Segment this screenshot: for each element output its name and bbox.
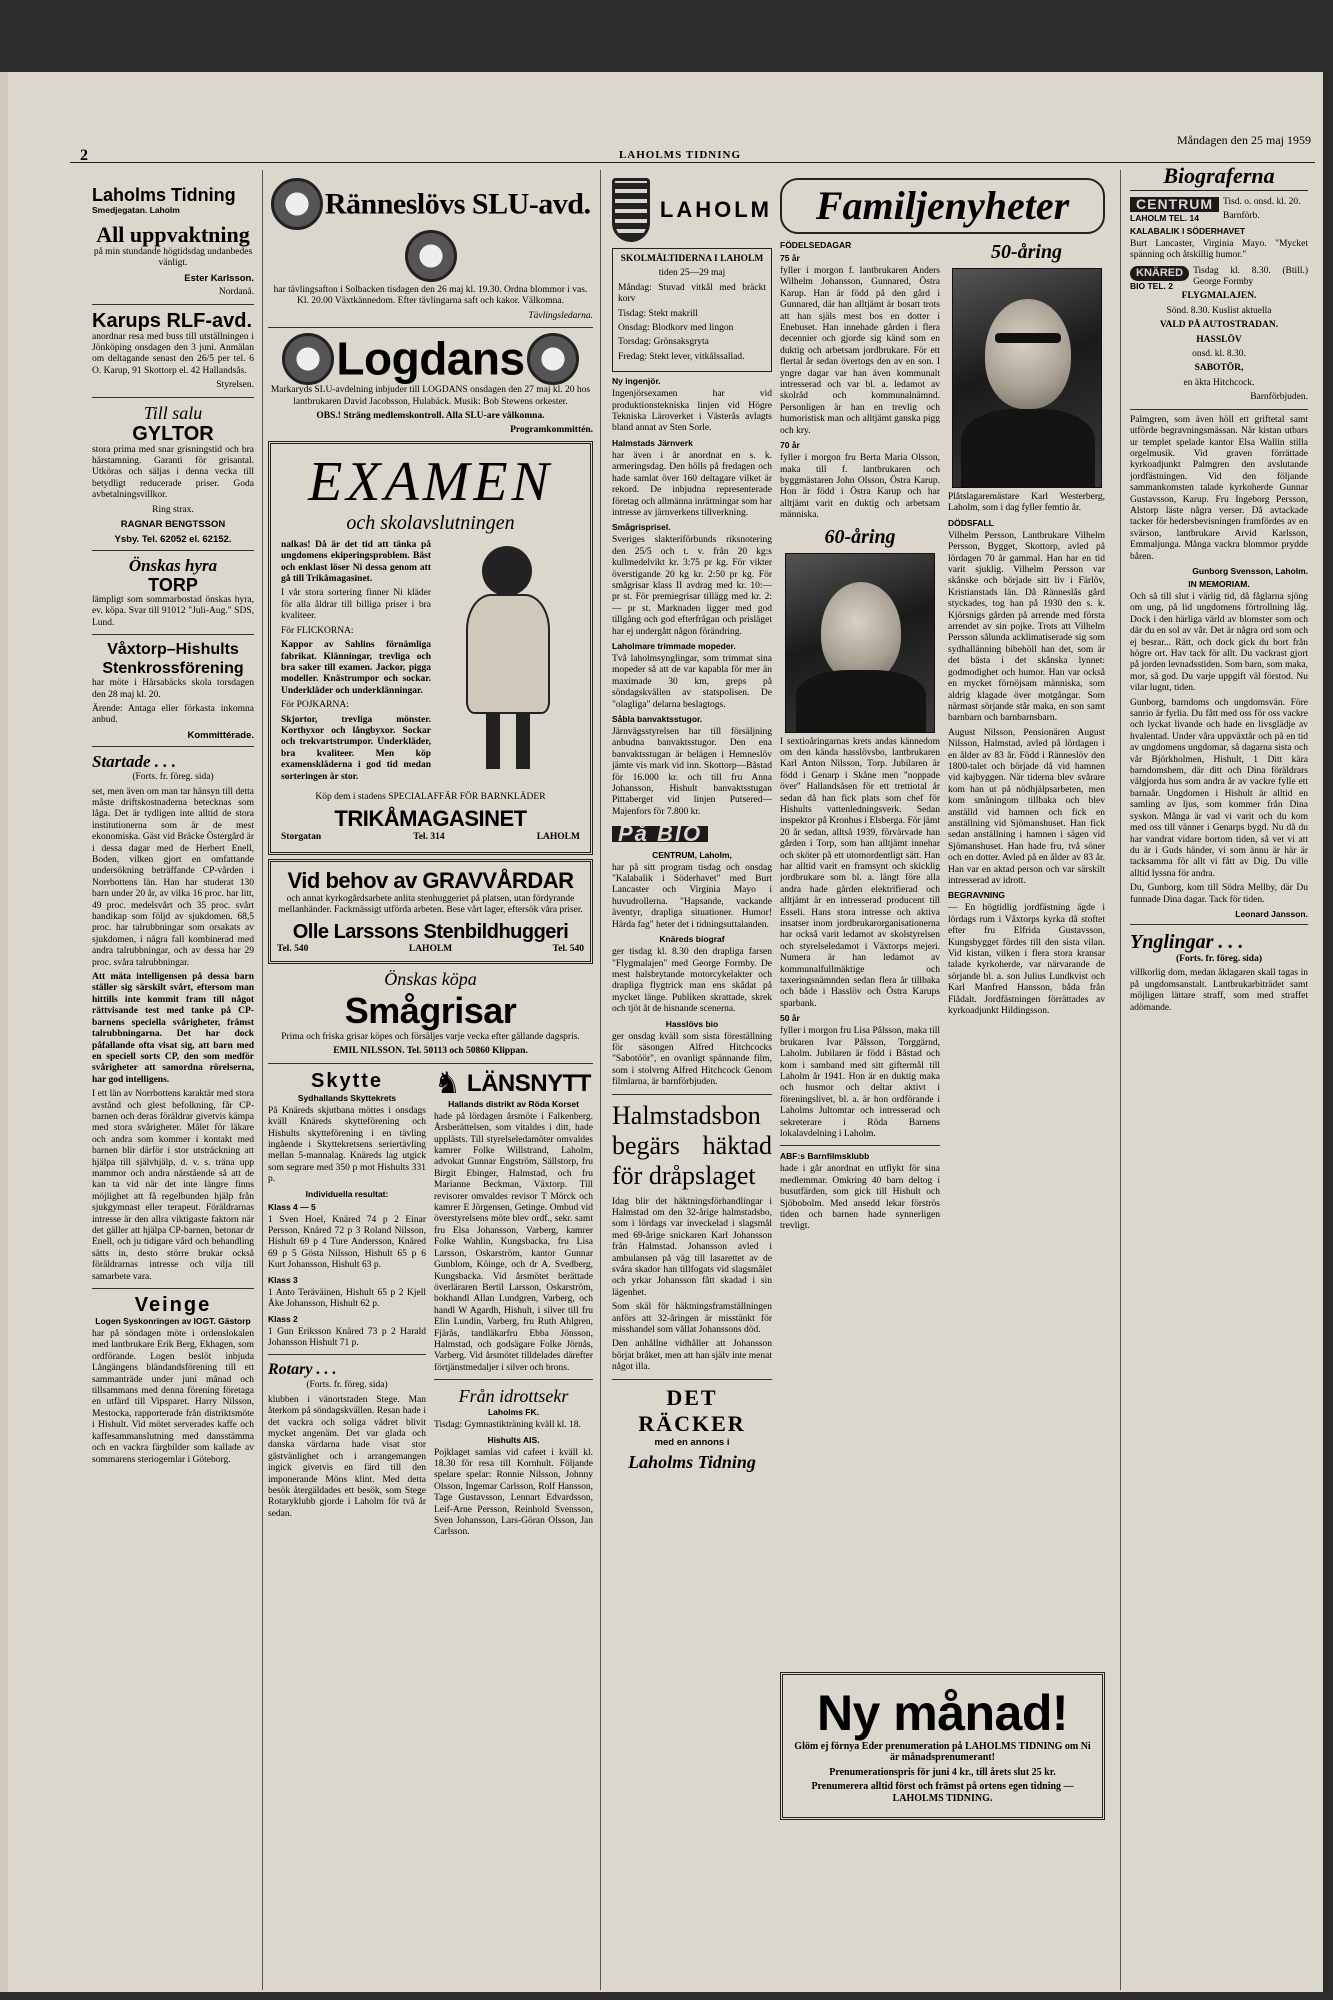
slu-badge-icon <box>527 333 579 385</box>
section-title: LAHOLM <box>659 197 772 223</box>
film-title: VALD PÅ AUTOSTRADAN. <box>1159 320 1279 331</box>
promo-sub: med en annons i <box>654 1436 730 1448</box>
portrait-title: 60-åring <box>824 525 896 548</box>
menu-item: Måndag: Stuvad vitkål med bräckt korv <box>618 282 766 305</box>
section-title: Biograferna <box>1130 162 1308 191</box>
article-body: — En högtidlig jordfästning ägde i lördags rum i Våxtorps kyrka då stoftet efter fru Elfrida Gustavsson, Kungsbygget fördes till den sista vilan. Vid kistan, vilken i flera stora kransar talade kyrkoherde, var närvarande de sörjande bl. a. son Julius Lundkvist och Karl Manfred Hansson, båda från Flådalt. Jordfästningen förrättades av kyrkoadjunkt Hildingsson. <box>948 903 1105 1017</box>
laholm-head <box>612 178 772 242</box>
firm-footer <box>277 944 584 955</box>
laholm-crest-icon <box>612 178 650 242</box>
article-title: Rotary . . . <box>268 1361 337 1379</box>
ad-body: lämpligt som sommarbostad önskas hyra, ev. köpa. Svar till 91012 "Juli-Aug." SDS, Lund. <box>92 594 254 628</box>
gravvardar-ad <box>268 859 593 964</box>
article-body: set, men även om man tar hänsyn till detta måste driftskostnaderna betecknas som låga. Det är tydligen inte alltid de stora institutionerna som är de mest ekonomiska. Gäst vid Bräcke Östergård är i dessa dagar med de Herbert Enell, Boden, vilken gjort en omfattande undersökning beträffande CP-vården i Norrbottens län. Han har studerat 130 barn under 20 år, av vilka 16 proc. har litt, 49 proc. medelsvårt och 35 proc. svårt handikap som följd av sjukdomen. 68,5 proc. har talrubbningar som orsakats av sjukdomen, i några fall kombinerad med andra talrubbningar, och av dessa har 29 proc. svåra talrubbningar. <box>92 786 254 968</box>
ad-body: på min stundande högtidsdag undanbedes vänligt. <box>93 247 253 269</box>
film-title: KALABALIK I SÖDERHAVET <box>1130 225 1246 236</box>
cinema-listing <box>1130 197 1308 226</box>
cinema-listing <box>1130 266 1308 292</box>
col2-lower <box>268 1066 593 1542</box>
ad-note: Ring strax. <box>152 504 194 515</box>
article-title: Ynglingar . . . <box>1130 930 1244 953</box>
ad-title: Ny månad! <box>816 1685 1069 1741</box>
ad-kicker: Till salu <box>143 402 203 423</box>
ad-title: GYLTOR <box>132 422 214 445</box>
ad-name: EMIL NILSSON. Tel. 50113 och 50860 Klippan. <box>333 1046 528 1057</box>
boys-head: För POJKARNA: <box>281 700 349 711</box>
article-cont: (Forts. fr. föreg. sida) <box>1175 953 1262 964</box>
portrait-photo <box>952 268 1102 488</box>
column-rule <box>1120 170 1121 1990</box>
slu-badge-icon <box>282 333 334 385</box>
article-body-bold: Att mäta intelligensen på dessa barn ställer sig särskilt svårt, eftersom man hittills inte kommit fram till något rättvisande test med tanke på CP-barnens speciella svårigheter, främst talrubbningarna. Det har dock påfallande ofta visat sig, att barn med en speciell sorts CP, den som medför svårigheter att samordna rörelserna, har god intelligens. <box>92 972 254 1085</box>
firm-city: LAHOLM <box>408 943 453 954</box>
cinema-time: Tisd. o. onsd. kl. 20. <box>1223 197 1301 207</box>
firm-tel: Tel. 540 <box>552 943 584 954</box>
divider <box>268 1063 593 1064</box>
article-body: Palmgren, som även höll ett griftetal samt utförde begravningsmässan. När kistan utbars ur templet spelade kantor Elsa Wallin stilla orgelmusik. Vid graven förrättade kyrkoadjunkt Palmgren den avslutande jordfästningen. Vid den följande sammankomsten talade kyrkoherde Gunnar Gustavsson, Karup. Fru Ingeborg Persson, Alstorp läste några verser. Då avtackade tacker för hedersbevisningen framfördes av en svärson, lantbrukare Arvid Karlsson, Emmaljunga. Många vackra blommor prydde båren. <box>1130 414 1308 562</box>
ad-kicker: Önskas hyra <box>128 555 218 575</box>
examen-body <box>281 540 580 786</box>
school-menu <box>612 248 772 372</box>
family-left <box>780 240 940 1236</box>
article-body: I ett län av Norrbottens karaktär med stora avstånd och glest befolkning, får CP-barnen och deras föräldrar givetvis kämpa med stora svårigheter. Målet för läkare och andra som kommer i kontakt med barnen blir därför i stor utsträckning att hjälpa till självhjälp, d. v. s. träna upp mammor och andra närstående så att de kan ta vid när det inte längre finns möjlighet att få regelbunden hjälp från sjukgymnast eller terapeut. Föräldrarnas intresse är den allra viktigaste faktorn när det gäller att hjälpa CP-barnen, betonar dr Enell, och ju tidigare vård och behandling sätts in, desto större brukar också föräldrarnas intresse och vilja till samarbete vara. <box>92 1089 254 1282</box>
film-body: Sönd. 8.30. Kuslist aktuella <box>1166 305 1272 316</box>
menu-item: Torsdag: Grönsaksgryta <box>618 337 709 348</box>
article-body: ger tisdag kl. 8.30 den drapliga farsen "Flygmalajen" med George Formby. De mest halsbrytande motorcykelakter och drapliga flygtrick man ens skådat på mycket länge. Publiken skrattade, skrek och tjöt åt de hisnande scenerna. <box>612 947 772 1015</box>
article-title: Från idrottsekr <box>458 1386 569 1407</box>
divider <box>612 1094 772 1095</box>
section-sub: FÖDELSEDAGAR <box>780 240 852 250</box>
article-sub: Hallands distrikt av Röda Korset <box>448 1098 579 1109</box>
bio-logo <box>612 821 772 847</box>
article-body: har även i år anordnat en s. k. armeringsdag. Den hölls på fredagen och hade samlat över 160 deltagare vilket är rekord. De inbjudna representerade företag och allmänna inrättningar som har intresse av järnverkens tillverkning. <box>612 450 772 518</box>
article-sub: Logen Syskonringen av IOGT. Gästorp <box>95 1316 251 1327</box>
cinema-tel: BIO TEL. 2 <box>1130 281 1173 292</box>
article-body: har på sitt program tisdag och onsdag "Kalabalik i Söderhavet" med Burt Lancaster och Virginia Mayo i huvudrollerna. "Hapsande, vackande äventyr, drapliga situationer. Humor! Härda fag" heter det i tidningsuttalanden. <box>612 862 772 930</box>
portrait-title: 50-åring <box>990 241 1063 263</box>
article-lead: Idag blir det häktningsförhandlingar i Halmstad om den 32-årige halmstadsbo, som i lördags var inveckelad i slagsmål med 69-årige snickaren Karl Johansson från Halmstad. Johansson avled i ambulansen på väg till lasarettet av de svåra skador han tillfogats vid slagsmålet och yrkar Johansson fått skadad i sin lägenhet. <box>612 1196 772 1298</box>
examen-text <box>281 540 431 786</box>
age-head: 70 år <box>780 440 800 451</box>
girls-head: För FLICKORNA: <box>281 625 354 636</box>
cinema-tel: LAHOLM TEL. 14 <box>1130 213 1199 224</box>
ad-body: stora prima med snar grisningstid och bra härstamning. Garanti för grisantal. Utköras och säljas i denna vecka till betydligt reducerade priser. Goda avbetalningsvillkor. <box>92 444 254 501</box>
headline: Halmstadsbon begärs häktad för dråpslaget <box>612 1100 772 1190</box>
header-rule <box>70 162 1315 163</box>
ad-sign: Styrelsen. <box>216 380 254 391</box>
logdans-header <box>268 333 593 385</box>
ad-title: Karups RLF-avd. <box>92 309 253 332</box>
ad-title: All uppvaktning <box>96 222 250 247</box>
boys-list: Skjortor, trevliga mönster. Korthyxor och långbyxor. Sockar och trekvartstrumpor. Underkläder, bra kvaliteer. Men köp examenskläderna i god tid medan sorteringen är stor. <box>281 714 431 782</box>
article-body: hade i går anordnat en utflykt för sina medlemmar. Omkring 40 barn deltog i busutfärden, som gick till Hishult och Sjöbobolm. Med ansedd lekar förströs tiden och barnen hade synnerligen trevligt. <box>780 1164 940 1232</box>
cinema-note: Barnförb. <box>1223 211 1260 222</box>
ad-sign: Tävlingsledarna. <box>528 310 593 321</box>
memorial-body: Gunborg, barndoms och ungdomsvän. Före sanrio är fyrlia. Du fått med oss för oss vackre och lyckat livande och hade en livsglädje av hvalentad. Under våra uppväxtår och på en tid av ungdomens ungdomar, så dagarna sista och vår Björkholmen, Hishult, 1 Ditt kära barndomshem, där ditt och Dina föräldrars välgjorda hus som andra år av vackre fylle ett barnaår. Ungdomen i Hishult är alltid en samling av ljus, som kommer från Dina syskon. Många är vad vi varit och du kom med oss till vänner i Genarps bygd. Nu då du har vandrat vidare bortom tiden, så vet vi att du är i Guds händer, vi som ännu är här är tacksamma för allt vi fått av Dig. Du ville alltid lyssna för andra. <box>1130 697 1308 879</box>
ad-title: TORP <box>148 574 198 595</box>
menu-title: SKOLMÅLTIDERNA I LAHOLM <box>620 254 764 264</box>
article-body: Järnvägsstyrelsen har till försäljning anbudna banvaktsstugor. Den ena banvaktsstugan är belägen i Hemneslöv jämte vis mark vid inn. Skottorp—Båstad för 16.000 kr. och till fru Anna Johansson, Hishult banvaktsstugan Pittaberget vid linjen Putsered—Majenfors för 7.800 kr. <box>612 727 772 817</box>
divider <box>92 550 254 551</box>
cinema-name: HASSLÖV <box>1196 334 1242 345</box>
shop-name: TRIKÅMAGASINET <box>334 806 527 832</box>
page-number: 2 <box>80 147 88 164</box>
divider <box>92 397 254 398</box>
article-title: Veinge <box>134 1294 212 1317</box>
article-body: villkorlig dom, medan åklagaren skall tagas in på ungdomsanstalt. Lantbrukarbiträdet samt möjligen lättare straff, som med straffet adömande. <box>1130 968 1308 1013</box>
film-body: Burt Lancaster, Virginia Mayo. "Mycket spänning och åtskillig humor." <box>1130 238 1308 261</box>
class-head: Klass 4 — 5 <box>268 1201 316 1212</box>
menu-item: Fredag: Stekt lever, vitkålssallad. <box>618 351 745 362</box>
masthead: LAHOLMS TIDNING <box>618 149 742 161</box>
divider <box>1130 924 1308 925</box>
ad-note: OBS.! Sträng medlemskontroll. Alla SLU-are välkomna. <box>316 411 545 422</box>
article-body: Vilhelm Persson, Lantbrukare Vilhelm Persson, Bygget, Skottorp, avled på lördagen 70 år gammal. Han har en tid varit sjuklig. Vilhelm Persson var skånske och började sitt liv i Färlöv, Kristianstads län. Då Ränneslås gård styckades, tog han på 1930 den s. k. Kjörsnigs gården på arrende med första arrendet av sin pojke. Trots att Vilhelm Persson sålunda acklimatiserade sig som sydhallänning bibehöll han det, som är det bästa i det skånska lynnet: godmodighet och humor. Han var också en mycket förnöjsam människa, som aldrig klagade över motgångar. Som närmast sörjande står maka, en son samt barnbarn och barnbarnsbarn. <box>948 530 1105 724</box>
girl-figure-icon <box>444 546 574 776</box>
ad-body: har möte i Hårsabäcks skola torsdagen den 28 maj kl. 20. <box>92 678 254 700</box>
article-body: Två laholmsynglingar, som trimmat sina mopeder så att de var kapabla för mer än maximade 30 km, greps på söndagskvällen av statspolisen. De "olagliga" delarna beslagtogs. <box>612 653 772 710</box>
article-body: klubben i vänortstaden Stege. Man återkom på söndagskvällen. Resan hade i det vackra och soliga vädret blivit mycket angenäm. Det var glada och danska värdarna hade visat stor gästvänlighet och i arrangemangen ingick givetvis en färd till den imponerande Möns klint. Med detta besök återgäldades ett besök, som Stege Rotaryklubb gjorde i Laholm för två år sedan. <box>268 1394 426 1519</box>
ad-sub: och skolavslutningen <box>346 511 515 534</box>
cinema-time: onsd. kl. 8.30. <box>1192 349 1246 360</box>
column-2 <box>268 178 593 1968</box>
club-name: Hishults AIS. <box>487 1434 540 1445</box>
bio-logo-text: På BIO <box>612 826 708 841</box>
examen-ad <box>268 441 593 855</box>
ad-place: Nordanå. <box>218 287 254 298</box>
divider <box>434 1379 593 1380</box>
ad-body: Ärende: Antaga eller förkasta inkomna anbud. <box>92 703 254 726</box>
ad-title: Smågrisar <box>344 990 517 1031</box>
ad-body: och annat kyrkogårdsarbete anlita stenhuggeriet på platsen, utan fördyrande mellanhänder. Fackmässigt utförda arbeten. Bese vårt lager, eftersök våra priser. <box>278 893 583 916</box>
article-title: Smågrisprisel. <box>612 522 671 533</box>
article-title: LÄNSNYTT <box>466 1070 591 1098</box>
article-body: Sveriges slakteriförbunds riksnotering den 25/5 och t. v. från 20 kg:s kullmedelvikt kr. 3:75 pr kg. För vikter överstigande 20 kg kr. 2:50 pr kg. För smågrisar klass II avdrag med kr. 10:— pr st. För premiegrisar tillägg med kr. 2:— pr st. Marknaden ligger med god tillgång och god efterfrågan och prisläget har ej undergått någon förändring. <box>612 535 772 637</box>
divider <box>268 327 593 328</box>
divider <box>92 1288 254 1289</box>
col2-lower-left <box>268 1069 426 1542</box>
portrait-photo <box>785 553 935 733</box>
article-title: Skytte <box>310 1069 384 1092</box>
film-body: en äkta Hitchcock. <box>1183 377 1255 388</box>
article-body: I sextioåringarnas krets andas kännedom om den kända hasslövsbo, lantbrukaren Karl Anton Nilsson, Torp. Jubilaren är född i Genarp i Skåne men "noppade över" Hallandsåsen för ett trettiotal år sedan då han fick plats som chef för Hishults vattenledningsverk. Sedan inspektor på Kronhus i Elsberga. För jämt 20 år sedan, alltså 1939, förvärvade han gården i Torp, som han alltjämt innehar och sköter på ett utomordentligt sätt. Han har alltid varit en framsynt och skicklig jordbrukare som bl. a. längt före alla andra hade gården elektrifierad och alltjämt är en intresserad producent till Esseli. Hans stora intresse och aktiva insatser inom jordbrukarorganisationerna har också varit ledamot av skolstyrelsen och styrelseledamot i Växtorps mejeri. Numera är han ledamot av kommunalfullmäktige och taxeringsnämnden sedan flera år tillbaka och både i Hasslöv och Östra Karups sparbank. <box>780 736 940 1009</box>
issue-date: Måndagen den 25 maj 1959 <box>1177 133 1311 147</box>
article-body: hade på lördagen årsmöte i Falkenberg. Årsberättelsen, som vitaldes i ditt, hade upplästs. Till styrelseledamöter omvaldes kamrer Folke Willstrand, Laholm, advokat Gunnar Engström, Sällstorp, fru Birgit Ebinger, Halmstad, och fru Marianne Beckman, Växtorp. Till revisorer omvaldes revisor T Mörck och kamrer E Jörgensen, Getinge. Ombud vid överstyrelsens möte blev ordf., sekr. samt fru Elsa Johansson, Varberg, kamrer Folke Wahlin, Kungsbacka, fru Lisa Larsson, Oskarström, kantor Gunnar Gunblom, Köinge, och dr A. Svedberg, Kungsbacka. Vid årsmötet berättade överläraren Bertil Larsson, Oskarström, bokhandl Allan Lundgren, Varberg, och handl W Agardh, Hishult, i silver till fru Elin Lundin, Varberg, fru Ruth Ahlgren, Fjärås, tandläkarfru Ebba Jönsson, Halmstad, och godsägare Folke Jörnås, Varberg. Vid årsmötet tilldelades därefter förtjänstmedaljer i silver och brons. <box>434 1111 593 1373</box>
article-sign: Gunborg Svensson, Laholm. <box>1192 565 1308 576</box>
article-title: Halmstads Järnverk <box>612 437 693 448</box>
cinema-head: CENTRUM, Laholm, <box>652 849 732 860</box>
memorial-body: Och så till slut i värlig tid, då fåglarna sjöng om ung, på lid ungdomens förtrollning låg. Dock i den härliga värld av blomster som och där du en sol av vår. Det är några ord som och ej besrar... Rätt, och dock gick du bort från högre ort. Hav tack för allt. Du vackrast gjort på jorden levnadsstiden. Som barn, som maka, mor, så god. Du varje uppgift väl förstod. Nu vilar lugnt, tiden. <box>1130 591 1308 694</box>
ad-title: Logdans <box>336 332 525 385</box>
column-1 <box>92 185 254 1965</box>
class-head: Klass 2 <box>268 1313 298 1324</box>
divider <box>780 1145 940 1146</box>
article-title: Ny ingenjör. <box>612 376 661 387</box>
photo-caption: Plåtslagaremästare Karl Westerberg, Laholm, som i dag fyller femtio år. <box>948 492 1105 514</box>
promo-paper: Laholms Tidning <box>628 1452 756 1473</box>
ad-body: Prima och friska grisar köpes och försäljes varje vecka efter gällande dagspris. <box>281 1032 580 1042</box>
section-sub: DÖDSFALL <box>948 517 994 528</box>
divider <box>268 1354 426 1355</box>
article-body: ger onsdag kväll som sista föreställning för säsongen Alfred Hitchcocks "Sabotöör", en ovanligt spännande film, som i stolvrng Alfred Hitchcock Genom filmlarna, är barnförbjuden. <box>612 1031 772 1088</box>
ad-tel: Ysby. Tel. 62052 el. 62152. <box>114 533 232 545</box>
menu-item: Tisdag: Stekt makrill <box>618 308 698 319</box>
class-head: Klass 3 <box>268 1274 298 1285</box>
film-title: FLYGMALAJEN. <box>1181 291 1257 302</box>
film-note: Barnförbjuden. <box>1250 392 1308 403</box>
article-title: Såbla banvaktsstugor. <box>612 714 703 724</box>
firm-tel: Tel. 540 <box>277 943 309 954</box>
article-body: August Nilsson, Pensionären August Nilsson, Halmstad, avled på lördagen i en ålder av 83 år. Född i Ränneslöv den 1800-talet och började då vid hamnen vid kajbyggen. När tiderna blev svårare kom han ut på nödhjälpsarbeten, men kom småningom tillbaka och blev anställd vid hamnen och fick en anställning vid Sjömanshuset. Han fick sedan anställning i hamnen i sägen vid Sjömanshuset. Han hade fru, två söner och en dotter. Avled på en ålder av 83 år. Han var en aktad person och var särskilt intresserad av idrott. <box>948 727 1105 886</box>
column-5 <box>1130 162 1308 1962</box>
article-body: har på söndagen möte i ordenslokalen med lantbrukare Erik Berg, Ekhagen, som ordförande. Logen beslöt inbjuda Långängens bländandsförening till ett sammanträde under juni månad och tillsammans med denna förening företaga en utfärd till Vipsparet. Harry Nilsson, Mestocka, rapporterade från distriktsmöte i Hishult. Vid mötet serverades kaffe och kaffesammanslutning med dansstämma och en vackra färgbilder som kallade av sommarens steriogemlar i Göteborg. <box>92 1329 254 1465</box>
shop-street: Storgatan <box>281 832 322 843</box>
divider <box>92 304 254 305</box>
family-news-head <box>780 178 1105 234</box>
film-title: SABOTÖR, <box>1194 363 1244 374</box>
ad-title: Våxtorp–Hishults Stenkrossförening <box>102 641 244 678</box>
club-name: Laholms FK. <box>487 1407 539 1418</box>
article-body: Tisdag: Gymnastikträning kväll kl. 18. <box>434 1420 581 1431</box>
ad-body: I vår stora sortering finner Ni kläder för alla åldrar till billiga priser i bra kvaliteer. <box>281 588 431 622</box>
article-body: Den anhållne vidhåller att Johansson börjat bråket, men att han själv inte menat något illa. <box>612 1339 772 1373</box>
memorial-sign: Leonard Jansson. <box>1235 908 1308 919</box>
cinema-head: Hasslövs bio <box>665 1018 719 1029</box>
menu-list <box>618 283 766 363</box>
cinema-times <box>1223 197 1301 226</box>
cinema-head: Knäreds biograf <box>659 934 725 945</box>
article-body: fyller i morgon fru Berta Maria Olsson, maka till f. lantbrukaren och byggmästaren John Olsson, Östra Karup. Hon är född i Östra Karup och har alltjämt varit en duktig och arbetsam människa. <box>780 453 940 521</box>
section-title: Familjenyheter <box>815 183 1070 228</box>
article-title: ABF:s Barnfilmsklubb <box>780 1151 870 1162</box>
column-rule <box>262 170 263 1990</box>
article-sub: Sydhallands Skyttekrets <box>297 1092 397 1103</box>
results-head: Individuella resultat: <box>305 1188 389 1199</box>
ad-sign: Programkommittén. <box>510 425 593 436</box>
shop-tel: Tel. 314 <box>413 832 445 843</box>
ad-sign: Ester Karlsson. <box>184 272 254 284</box>
article-body: På Knäreds skjutbana möttes i onsdags kväll Knäreds skytteförening och Hishults skytteförening i en tävling ingående i Skyttekretsens seriertävling mellan 5-mannalag. Knäreds lag utgick som segrare med 350 p mot Hishults 331 p. <box>268 1105 426 1185</box>
ad-body: Prenumerationspris för juni 4 kr., till årets slut 25 kr. <box>829 1766 1056 1778</box>
article-title: Startade . . . <box>92 752 177 772</box>
memorial-title: IN MEMORIAM. <box>1188 578 1250 589</box>
girl-illustration <box>437 540 580 786</box>
ad-intro: nalkas! Då är det tid att tänka på ungdomens ekiperingsproblem. Bäst och enklast löser Ni dessa genom att gå till Trikåmagasinet. <box>281 539 431 585</box>
lion-crest-icon: ♞ <box>434 1066 461 1100</box>
ad-tagline: Köp dem i stadens SPECIALAFFÄR FÖR BARNKLÄDER <box>315 791 546 802</box>
girls-list: Kappor av Sahlins förnämliga fabrikat. Klänningar, trevliga och bra saker till examen. Jackor, pigga modeller. Knästrumpor och sockar. Underkläder och underklänningar. <box>281 640 431 696</box>
article-title: Laholmare trimmade mopeder. <box>612 640 736 651</box>
article-body: Ingenjörsexamen har vid produktionstekniska linjen vid Högre Tekniska Läroverket i Västerås avlagts bland annat av Sten Sorle. <box>612 389 772 434</box>
column-4 <box>780 178 1105 1968</box>
ad-name: RAGNAR BENGTSSON <box>120 519 226 531</box>
shop-city: LAHOLM <box>536 832 580 843</box>
shop-footer <box>281 832 580 843</box>
cinema-logo <box>1130 197 1219 223</box>
cinema-name: KNÄRED <box>1130 266 1189 281</box>
class-body: 1 Gun Eriksson Knäred 73 p 2 Harald Johansson Hishult 71 p. <box>268 1326 426 1348</box>
ad-title: Vid behov av GRAVVÅRDAR <box>287 867 574 893</box>
column-3 <box>612 178 772 1968</box>
cinema-time: Tisdag kl. 8.30. (Btill.) George Formby <box>1193 265 1308 288</box>
article-body: fyller i morgon f. lantbrukaren Anders Wilhelm Johansson, Gunnared, Östra Karup. Han är född på den gård i Gunnared, där han alltjämt är bosatt trots att han själs mest bos en dotter i Enebuset. Han innehade gården i flera decennier och gjorde sig känd som en duktig och arbetsam jordbrukare. För ett flertal år sedan övertogs den av en son. I yngre dagar var han även kommunalt intresserad och var bl. a. ledamot av skolråd och kommunalnämnd. Personligen är han en trevlig och humoristisk man och alltjämt ganska pigg och kry. <box>780 266 940 436</box>
divider <box>612 1379 772 1380</box>
class-body: 1 Sven Hoel, Knäred 74 p 2 Einar Persson, Knäred 72 p 3 Roland Nilsson, Hishult 69 p 4 Ture Andersson, Knäred 69 p 5 Gösta Nilsson, Hishult 65 p 6 Kurt Johansson, Hishult 63 p. <box>268 1214 426 1271</box>
paper-address: Smedjegatan. Laholm <box>92 205 180 215</box>
article-body: Pojklaget samlas vid cafeet i kväll kl. 18.30 för resa till Kornhult. Följande spelare spelar: Ronnie Nilsson, Johnny Olsson, Ingemar Carlsson, Rolf Hansson, Tage Gustavsson, Lennart Edvardsson, Leif-Arne Persson, Reinhold Svensson, Sven Johansson, Lars-Göran Olsson, Jan Carlsson. <box>434 1447 593 1538</box>
cinema-logo <box>1130 266 1189 291</box>
ad-body: Glöm ej förnya Eder prenumeration på LAHOLMS TIDNING om Ni är månadsprenumerant! <box>794 1741 1091 1764</box>
age-head: 50 år <box>780 1013 800 1024</box>
subscription-ad <box>780 1672 1105 1820</box>
article-body: Som skäl för häktningsframställningen anförs att 32-åringen är misstänkt för misshandel som vållat Johanssons död. <box>612 1302 772 1336</box>
ad-title: EXAMEN <box>308 450 553 513</box>
family-right <box>948 240 1105 1236</box>
menu-dates: tiden 25—29 maj <box>658 268 726 279</box>
ad-kicker: Önskas köpa <box>384 969 477 989</box>
cinema-name: CENTRUM <box>1130 197 1219 212</box>
divider <box>92 746 254 747</box>
divider <box>1130 409 1308 410</box>
ad-sign: Kommittérade. <box>187 729 254 741</box>
memorial-body: Du, Gunborg, kom till Södra Mellby, där Du funnade Dina dagar. Tack för tiden. <box>1130 883 1308 905</box>
ad-body: Markaryds SLU-avdelning inbjuder till LOGDANS onsdagen den 27 maj kl. 20 hos lantbrukaren David Jacobsson, Hulabäck. Musik: Bob Stewens orkester. <box>270 385 591 407</box>
slu-badge-icon <box>271 178 323 230</box>
slu-badge-icon <box>405 230 457 282</box>
article-body: fyller i morgon fru Lisa Pålsson, maka till brukaren Ivar Pålsson, Torggärnd, Laholm. Jubilaren är född i Båstad och kom i samband med sitt giftermål till Laholm år 1941. Hon är en duktig maka och husmor och deltar aktivt i föreningslivet, bl. a. är hon ordförande i Laholms Jultomtar och intresserad och sekreterare i Röda Barnens lokalavdelning i Laholm. <box>780 1026 940 1139</box>
promo-title: DET RÄCKER <box>638 1384 746 1436</box>
section-sub: BEGRAVNING <box>948 890 1005 901</box>
ad-body: Prenumerera alltid först och främst på ortens egen tidning — LAHOLMS TIDNING. <box>811 1781 1074 1804</box>
ad-body: har tävlingsafton i Solbacken tisdagen den 26 maj kl. 19.30. Ordna blommor i vas. Kl. 20.00 Växtkännedom. Efter tävlingarna saft och kakor. Välkomna. <box>273 285 588 307</box>
ad-body: anordnar resa med buss till utställningen i Jönköping onsdagen den 3 juni. Anmälan om deltagande senast den 26/5 per tel. 6 O. Karup, 91 Skottorp el. 42 Hallandsås. <box>92 331 254 376</box>
firm-name: Olle Larssons Stenbildhuggeri <box>292 920 569 943</box>
menu-item: Onsdag: Blodkorv med lingon <box>618 323 734 334</box>
class-body: 1 Anto Teräväinen, Hishult 65 p 2 Kjell Åke Johansson, Hishult 62 p. <box>268 1287 426 1310</box>
family-news-body <box>780 240 1105 1236</box>
article-cont: (Forts. fr. föreg. sida) <box>306 1380 388 1391</box>
divider <box>92 634 254 635</box>
paper-name: Laholms Tidning <box>92 185 236 205</box>
age-head: 75 år <box>780 253 800 263</box>
article-cont: (Forts. fr. föreg. sida) <box>132 772 214 783</box>
column-rule <box>600 170 601 1990</box>
slu-ad-header <box>268 178 593 282</box>
ad-title: Ränneslövs SLU-avd. <box>324 187 591 221</box>
col2-lower-right <box>434 1066 593 1542</box>
lansnytt-head <box>434 1066 593 1100</box>
